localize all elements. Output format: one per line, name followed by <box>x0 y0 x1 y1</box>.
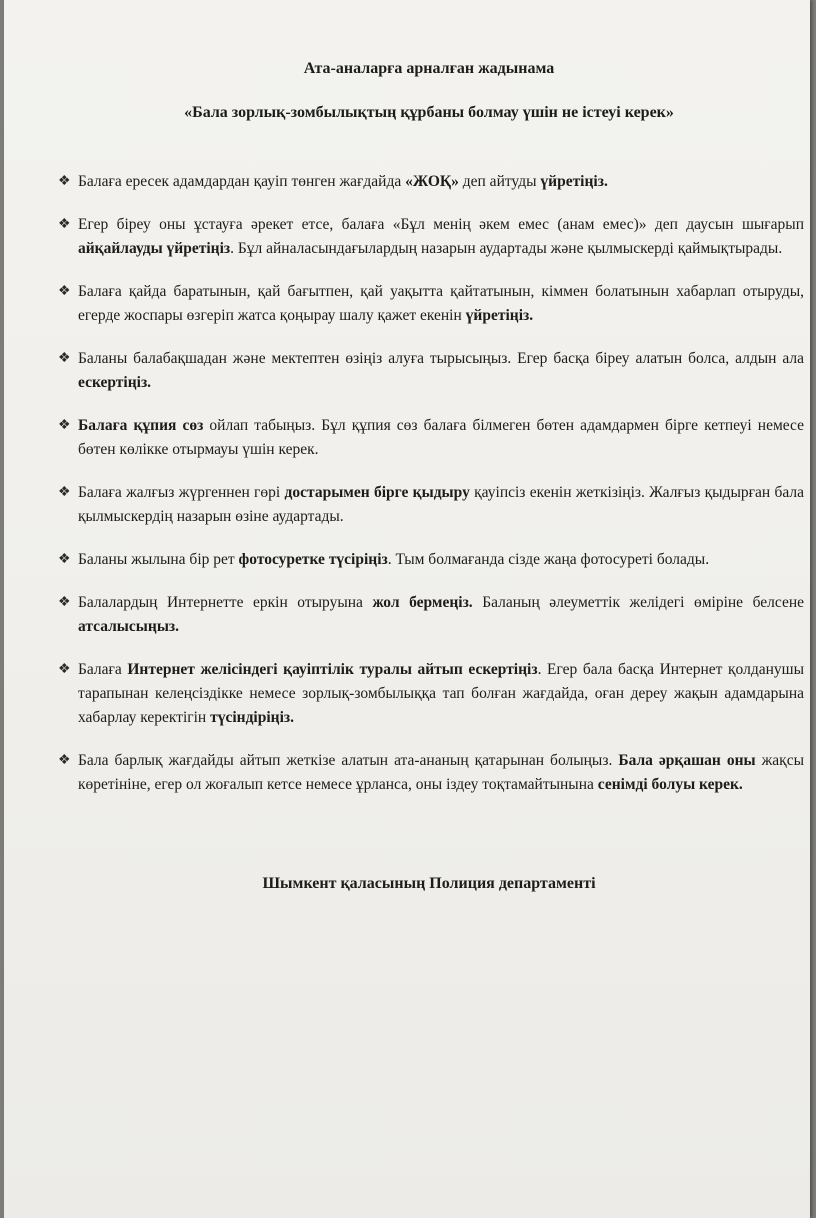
emphasis-text: «ЖОҚ» <box>405 173 459 190</box>
item-text: . Егер бала басқа Интернет қолданушы тарапынан келеңсіздікке немесе зорлық-зомбылыққа тап болған жағдайда, оған дереу жақын адамдарына хабарлау керектігін <box>78 661 805 726</box>
list-item <box>54 591 804 639</box>
item-text: . Бұл айналасындағылардың назарын аудартады және қылмыскерді қаймықтырады. <box>230 240 783 257</box>
diamond-bullet-icon: ❖ <box>58 662 71 677</box>
diamond-bullet-icon: ❖ <box>58 217 71 232</box>
emphasis-text: атсалысыңыз. <box>78 618 180 635</box>
item-text: Егер біреу оны ұстауға әрекет етсе, балаға «Бұл менің әкем емес (анам емес)» деп даусын шығарып <box>78 216 804 233</box>
list-item <box>54 213 804 261</box>
list-item <box>54 170 804 194</box>
list-item <box>54 749 804 797</box>
list-item <box>54 280 804 328</box>
emphasis-text: фотосуретке түсіріңіз <box>238 551 388 568</box>
diamond-bullet-icon: ❖ <box>58 351 71 366</box>
list-item <box>54 658 804 730</box>
emphasis-text: айқайлауды үйретіңіз <box>78 240 231 257</box>
item-text: ойлап табыңыз. Бұл құпия сөз балаға білмеген бөтен адамдармен бірге кетпеуі немесе бөтен көлікке отырмауы үшін керек. <box>78 417 804 458</box>
item-text: . Тым болмағанда сізде жаңа фотосуреті болады. <box>387 551 710 568</box>
emphasis-text: ескертіңіз. <box>78 374 152 391</box>
paper-sheet <box>4 0 810 1218</box>
emphasis-text: Интернет желісіндегі қауіптілік туралы айтып ескертіңіз <box>127 661 538 678</box>
item-text: деп айтуды <box>458 173 541 190</box>
emphasis-text: Балаға құпия сөз <box>78 417 204 434</box>
item-text: жақсы көретініне, егер ол жоғалып кетсе немесе ұрланса, оны іздеу тоқтамайтынына <box>78 752 805 793</box>
item-text: Бала барлық жағдайды айтып жеткізе алатын ата-ананың қатарынан болыңыз. <box>78 752 619 769</box>
emphasis-text: үйретіңіз. <box>540 173 608 190</box>
item-text: Балаға <box>78 661 128 678</box>
emphasis-text: жол бермеңіз. <box>372 594 473 611</box>
item-text: Баланы балабақшадан және мектептен өзіңіз алуға тырысыңыз. Егер басқа біреу алатын болса, алдын ала <box>78 350 804 367</box>
item-text: Балалардың Интернетте еркін отыруына <box>78 594 373 611</box>
item-text: Балаға жалғыз жүргеннен гөрі <box>78 484 285 501</box>
item-text: Баланы жылына бір рет <box>78 551 239 568</box>
list-item <box>54 481 804 529</box>
diamond-bullet-icon: ❖ <box>58 595 71 610</box>
item-text: қауіпсіз екенін жеткізіңіз. Жалғыз қыдырған бала қылмыскердің назарын өзіне аудартады. <box>78 484 804 525</box>
item-text: Балаға ересек адамдардан қауіп төнген жағдайда <box>78 173 406 190</box>
memo-subtitle: «Бала зорлық-зомбылықтың құрбаны болмау үшін не істеуі керек» <box>184 104 674 121</box>
memo-document <box>54 60 804 893</box>
item-text: Балаға қайда баратынын, қай бағытпен, қай уақытта қайтатынын, кіммен болатынын хабарлап отыруды, егерде жоспары өзгеріп жатса қоңырау шалу қажет екенін <box>78 283 804 324</box>
emphasis-text: достарымен бірге қыдыру <box>284 484 470 501</box>
emphasis-text: сенімді болуы керек. <box>597 776 743 793</box>
diamond-bullet-icon: ❖ <box>58 753 71 768</box>
diamond-bullet-icon: ❖ <box>58 174 71 189</box>
memo-items-list <box>54 170 804 797</box>
item-text: Баланың әлеуметтік желідегі өміріне белсене <box>472 594 805 611</box>
diamond-bullet-icon: ❖ <box>58 552 71 567</box>
list-item <box>54 414 804 462</box>
diamond-bullet-icon: ❖ <box>58 418 71 433</box>
list-item <box>54 548 804 572</box>
emphasis-text: үйретіңіз. <box>465 307 534 324</box>
emphasis-text: Бала әрқашан оны <box>618 752 756 769</box>
diamond-bullet-icon: ❖ <box>58 284 71 299</box>
memo-footer-signature: Шымкент қаласының Полиция департаменті <box>262 875 596 892</box>
memo-title: Ата-аналарға арналған жадынама <box>303 60 555 77</box>
diamond-bullet-icon: ❖ <box>58 485 71 500</box>
list-item <box>54 347 804 395</box>
emphasis-text: түсіндіріңіз. <box>210 709 294 726</box>
